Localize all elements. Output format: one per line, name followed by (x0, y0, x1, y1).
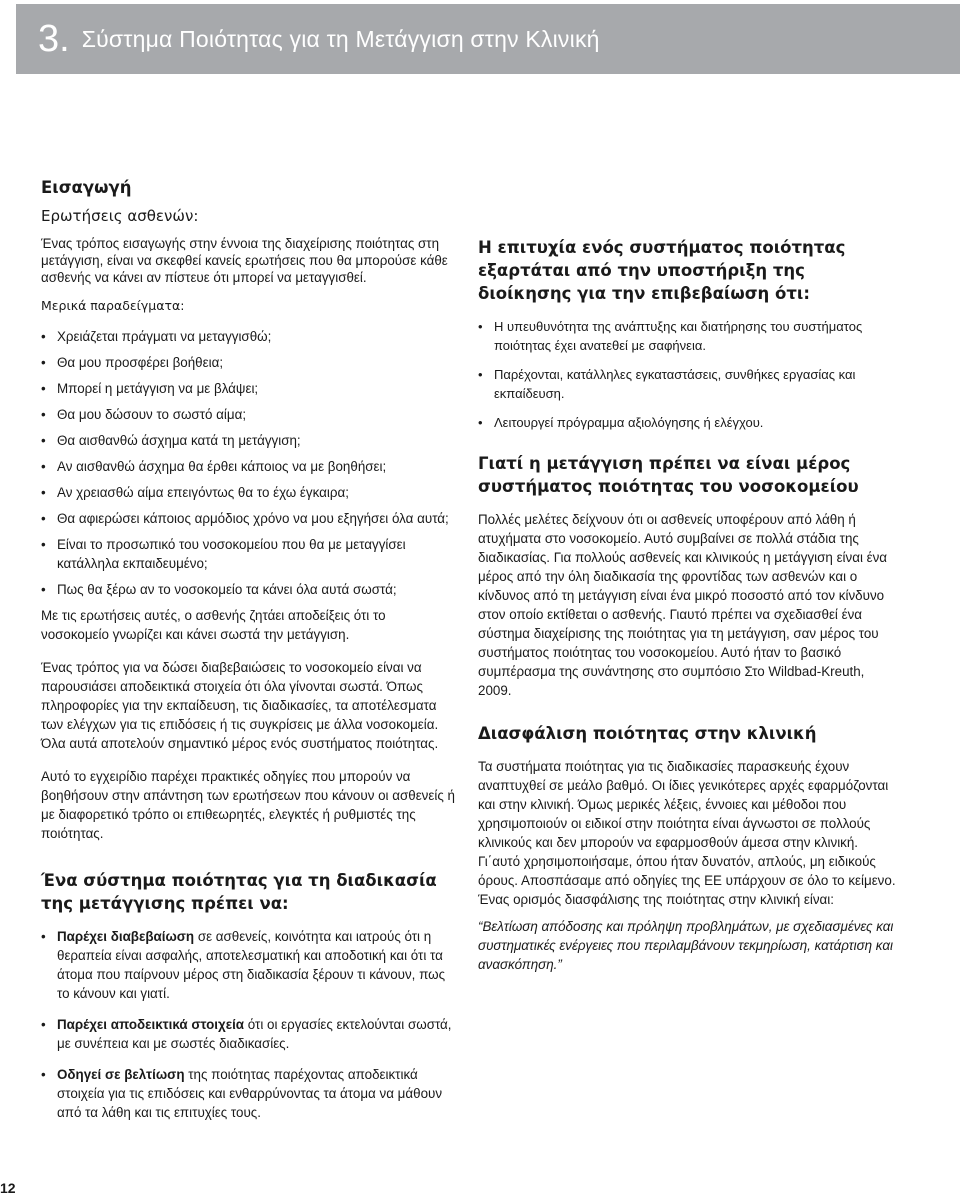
list-item: • Η υπευθυνότητα της ανάπτυξης και διατήρησης του συστήματος ποιότητας έχει ανατεθεί με σαφήνεια. (478, 317, 898, 355)
success-heading: Η επιτυχία ενός συστήματος ποιότητας εξαρτάται από την υποστήριξη της διοίκησης για την επιβεβαίωση ότι: (478, 238, 846, 303)
list-item: • Αν χρειασθώ αίμα επειγόντως θα το έχω έγκαιρα; (41, 483, 456, 502)
chapter-header (16, 4, 960, 74)
examples-label: Μερικά παραδείγματα: (41, 298, 185, 313)
list-item: • Μπορεί η μετάγγιση να με βλάψει; (41, 379, 456, 398)
chapter-title: Σύστημα Ποιότητας για τη Μετάγγιση στην Κλινική (81, 25, 600, 52)
chapter-number: 3. (38, 18, 70, 60)
patient-questions-list (41, 327, 456, 599)
assurance-heading: Διασφάλιση ποιότητας στην κλινική (478, 724, 817, 743)
intro-heading: Εισαγωγή (41, 178, 132, 197)
requirements-list (41, 927, 456, 1122)
right-column (478, 236, 898, 974)
list-item: • Θα μου δώσουν το σωστό αίμα; (41, 405, 456, 424)
list-item (41, 1065, 456, 1122)
requirement-bold: Παρέχει αποδεικτικά στοιχεία (57, 1017, 245, 1032)
questions-heading: Ερωτήσεις ασθενών: (41, 207, 199, 225)
paragraph-evidence: Με τις ερωτήσεις αυτές, ο ασθενής ζητάει αποδείξεις ότι το νοσοκομείο γνωρίζει και κάνει σωστά την μετάγγιση. (41, 608, 386, 642)
list-item (41, 927, 456, 1003)
definition-quote: “Βελτίωση απόδοσης και πρόληψη προβλημάτων, με σχεδιασμένες και συστηματικές ενέργειες που περιλαμβάνουν τεκμηρίωση, κατάρτιση και ανασκόπηση.” (478, 919, 894, 972)
list-item: • Παρέχονται, κατάλληλες εγκαταστάσεις, συνθήκες εργασίας και εκπαίδευση. (478, 365, 898, 403)
system-heading: Ένα σύστημα ποιότητας για τη διαδικασία της μετάγγισης πρέπει να: (41, 871, 437, 913)
requirement-bold: Παρέχει διαβεβαίωση (57, 929, 195, 944)
why-heading: Γιατί η μετάγγιση πρέπει να είναι μέρος συστήματος ποιότητας του νοσοκομείου (478, 454, 859, 496)
assurance-paragraph: Τα συστήματα ποιότητας για τις διαδικασίες παρασκευής έχουν αναπτυχθεί σε μεάλο βαθμό. Οι ίδιες γενικότερες αρχές εφαρμόζονται και στην κλινική. Όμως μερικές λέξεις, έννοιες και μέθοδοι που χρησιμοποιούν οι ειδικοί στην ποιότητα είναι άγνωστοι σε πολλούς κλινικούς και δεν μπορούν να εφαρμοσθούν άμεσα στην κλινική. Γι΄αυτό χρησιμοποιήσαμε, όπου ήταν δυνατόν, απλούς, μη ειδικούς όρους. Αποσπάσαμε από οδηγίες της ΕΕ υπάρχουν σε όλο το κείμενο. Ένας ορισμός διασφάλισης της ποιότητας στην κλινική είναι: (478, 759, 896, 907)
requirement-text: της ποιότητας παρέχοντας αποδεικτικά στοιχεία για τις επιδόσεις και ενθαρρύνοντας τα άτομα να μάθουν από τα λάθη και τις επιτυχίες τους. (57, 1067, 443, 1120)
paragraph-assurance: Ένας τρόπος για να δώσει διαβεβαιώσεις το νοσοκομείο είναι να παρουσιάσει αποδεικτικά στοιχεία ότι όλα γίνονται σωστά. Όπως πληροφορίες για την εκπαίδευση, τις διαδικασίες, τα αποτέλεσματα των ελέγχων για τις επιδόσεις ή τις συγκρίσεις με άλλα νοσοκομεία. Όλα αυτά αποτελούν σημαντικό μέρος ενός συστήματος ποιότητας. (41, 660, 439, 751)
list-item: • Λειτουργεί πρόγραμμα αξιολόγησης ή ελέγχου. (478, 413, 898, 432)
list-item: • Χρειάζεται πράγματι να μεταγγισθώ; (41, 327, 456, 346)
list-item: • Είναι το προσωπικό του νοσοκομείου που θα με μεταγγίσει κατάλληλα εκπαιδευμένο; (41, 535, 456, 573)
page-number: 12 (0, 1180, 16, 1196)
intro-paragraph: Ένας τρόπος εισαγωγής στην έννοια της διαχείρισης ποιότητας στη μετάγγιση, είναι να σκεφθεί κανείς ερωτήσεις που θα μπορούσε κάθε ασθενής να κάνει αν πίστευε ότι μπορεί να μεταγγισθεί. (41, 236, 448, 285)
management-list (478, 317, 898, 432)
list-item: • Θα αφιερώσει κάποιος αρμόδιος χρόνο να μου εξηγήσει όλα αυτά; (41, 509, 456, 528)
list-item: • Θα αισθανθώ άσχημα κατά τη μετάγγιση; (41, 431, 456, 450)
list-item: • Αν αισθανθώ άσχημα θα έρθει κάποιος να με βοηθήσει; (41, 457, 456, 476)
requirement-text: σε ασθενείς, κοινότητα και ιατρούς ότι η θεραπεία είναι ασφαλής, αποτελεσματική και αποδοτική και ότι τα άτομα που παίρνουν μέρος στη διαδικασία ξέρουν τι κάνουν, πως το κάνουν και γιατί. (57, 929, 446, 1001)
why-paragraph: Πολλές μελέτες δείχνουν ότι οι ασθενείς υποφέρουν από λάθη ή ατυχήματα στο νοσοκομείο. Αυτό συμβαίνει σε πολλά στάδια της διαδικασίας. Για πολλούς ασθενείς και κλινικούς η μετάγγιση είναι ένα μέρος από την όλη διαδικασία της φροντίδας των ασθενών και ο κίνδυνος από τη μετάγγιση είναι ένα μικρό ποσοστό από τον κίνδυνο στον οποίο εκτίθεται ο ασθενής. Γιαυτό πρέπει να σχεδιασθεί ένα σύστημα διαχείρισης της ποιότητας για τη μετάγγιση, σαν μέρος του συστήματος ποιότητας του νοσοκομείου. Αυτό ήταν το βασικό συμπέρασμα της συνάντησης στο συμπόσιο Στο Wildbad-Kreuth, 2009. (478, 512, 888, 698)
requirement-text: ότι οι εργασίες εκτελούνται σωστά, με συνέπεια και με σωστές διαδικασίες. (57, 1017, 452, 1051)
list-item (41, 1015, 456, 1053)
paragraph-handbook: Αυτό το εγχειρίδιο παρέχει πρακτικές οδηγίες που μπορούν να βοηθήσουν στην απάντηση των ερωτήσεων που κάνουν οι ασθενείς ή με διαφορετικό τρόπο οι επιθεωρητές, ελεγκτές ή ρυθμιστές της ποιότητας. (41, 769, 455, 841)
list-item: • Πως θα ξέρω αν το νοσοκομείο τα κάνει όλα αυτά σωστά; (41, 580, 456, 599)
requirement-bold: Οδηγεί σε βελτίωση (57, 1067, 185, 1082)
left-column (41, 178, 456, 1134)
list-item: • Θα μου προσφέρει βοήθεια; (41, 353, 456, 372)
